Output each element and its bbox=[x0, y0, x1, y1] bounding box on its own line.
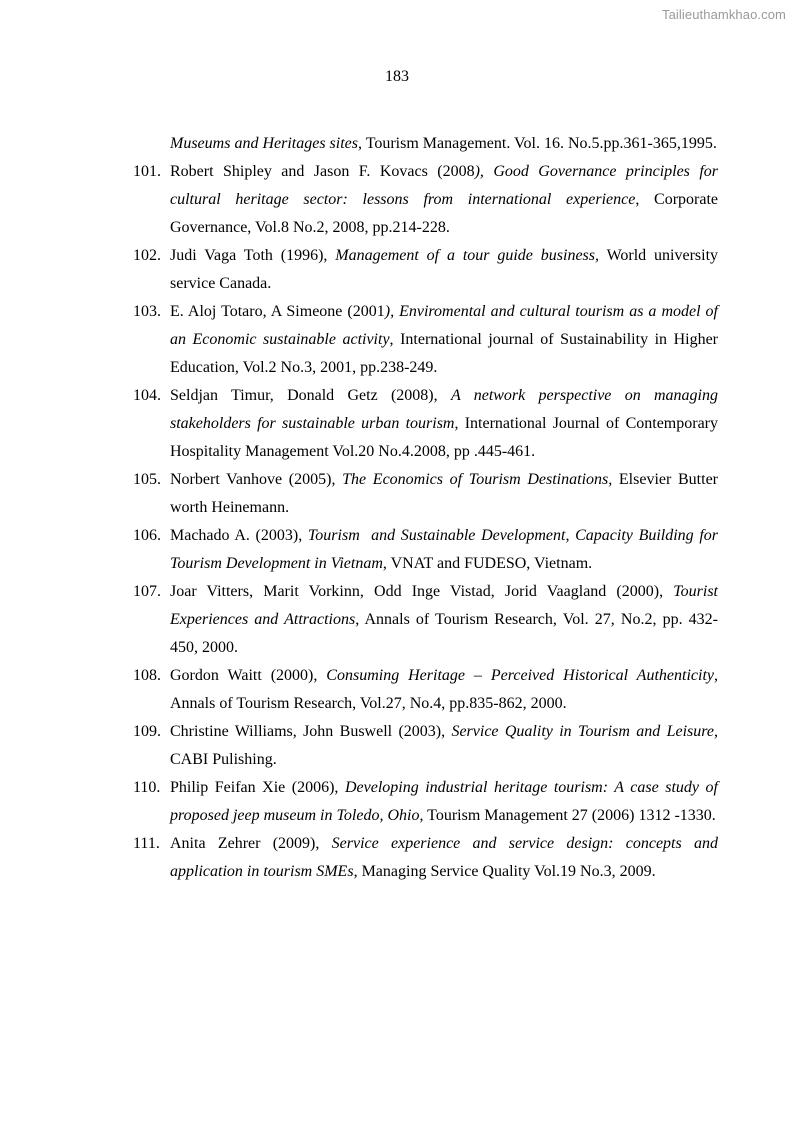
reference-title: Tourism and Sustainable Development, Capacity Building for Tourism Development in Vietnam bbox=[170, 527, 723, 572]
reference-item-107 bbox=[133, 578, 718, 662]
reference-title: Tourist Experiences and Attractions bbox=[170, 583, 718, 628]
reference-list bbox=[133, 130, 723, 886]
watermark: Tailieuthamkhao.com bbox=[661, 7, 786, 22]
reference-title: Service Quality in Tourism and Leisure bbox=[451, 723, 714, 740]
reference-continuation bbox=[133, 130, 718, 158]
reference-title: Service experience and service design: concepts and application in tourism SMEs bbox=[170, 835, 718, 880]
reference-details: , Tourism Management 27 (2006) 1312 -1330. bbox=[419, 807, 716, 824]
reference-authors: Philip Feifan Xie (2006), bbox=[170, 779, 345, 796]
reference-details: , CABI Pulishing. bbox=[170, 723, 718, 768]
reference-title: Management of a tour guide business, bbox=[335, 247, 599, 264]
reference-title: A network perspective on managing stakeholders for sustainable urban tourism bbox=[170, 387, 719, 432]
reference-item-110 bbox=[133, 774, 718, 830]
reference-number: 111. bbox=[133, 835, 160, 852]
reference-authors: Judi Vaga Toth (1996), bbox=[170, 247, 336, 264]
reference-authors: E. Aloj Totaro, A Simeone (2001 bbox=[170, 303, 385, 320]
reference-details: World university service Canada. bbox=[170, 247, 719, 292]
reference-title: ), Good Governance principles for cultural heritage sector: lessons from international experience bbox=[170, 163, 719, 208]
reference-number: 107. bbox=[133, 583, 161, 600]
reference-title: ), Enviromental and cultural tourism as a model of an Economic sustainable activity bbox=[170, 303, 719, 348]
reference-item-108 bbox=[133, 662, 718, 718]
reference-authors: Norbert Vanhove (2005), bbox=[170, 471, 343, 488]
reference-item-103 bbox=[133, 298, 718, 382]
reference-item-102 bbox=[133, 242, 718, 298]
reference-details: Elsevier Butter worth Heinemann. bbox=[170, 471, 718, 516]
reference-number: 101. bbox=[133, 163, 161, 180]
reference-item-101 bbox=[133, 158, 718, 242]
reference-number: 109. bbox=[133, 723, 161, 740]
reference-number: 103. bbox=[133, 303, 161, 320]
reference-details: , International Journal of Contemporary Hospitality Management Vol.20 No.4.2008, pp .445-461. bbox=[170, 415, 718, 460]
reference-title: Museums and Heritages sites bbox=[170, 135, 358, 152]
reference-authors: Robert Shipley and Jason F. Kovacs (2008 bbox=[170, 163, 475, 180]
reference-details: , VNAT and FUDESO, Vietnam. bbox=[382, 555, 593, 572]
reference-number: 106. bbox=[133, 527, 161, 544]
reference-authors: Christine Williams, John Buswell (2003), bbox=[170, 723, 452, 740]
reference-authors: Seldjan Timur, Donald Getz (2008), bbox=[170, 387, 451, 404]
reference-authors: Joar Vitters, Marit Vorkinn, Odd Inge Vistad, Jorid Vaagland (2000), bbox=[170, 583, 674, 600]
reference-title: The Economics of Tourism Destinations, bbox=[342, 471, 613, 488]
reference-details: , International journal of Sustainability in Higher Education, Vol.2 No.3, 2001, pp.238-249. bbox=[170, 331, 718, 376]
reference-number: 104. bbox=[133, 387, 161, 404]
reference-number: 110. bbox=[133, 779, 161, 796]
reference-details: , Annals of Tourism Research, Vol. 27, No.2, pp. 432-450, 2000. bbox=[170, 611, 719, 656]
page-number: 183 bbox=[385, 68, 409, 85]
reference-item-104 bbox=[133, 382, 718, 466]
reference-item-111 bbox=[133, 830, 718, 886]
reference-number: 105. bbox=[133, 471, 161, 488]
reference-title: Consuming Heritage – Perceived Historical Authenticity bbox=[326, 667, 714, 684]
reference-item-109 bbox=[133, 718, 718, 774]
reference-authors: Machado A. (2003), bbox=[170, 527, 308, 544]
reference-item-105 bbox=[133, 466, 718, 522]
reference-item-106 bbox=[133, 522, 723, 578]
reference-details: , Managing Service Quality Vol.19 No.3, 2009. bbox=[353, 863, 656, 880]
reference-number: 108. bbox=[133, 667, 161, 684]
reference-authors: Anita Zehrer (2009), bbox=[170, 835, 332, 852]
reference-number: 102. bbox=[133, 247, 161, 264]
reference-details: , Tourism Management. Vol. 16. No.5.pp.361-365,1995. bbox=[357, 135, 717, 152]
reference-title: Developing industrial heritage tourism: A case study of proposed jeep museum in Toledo, Ohio bbox=[170, 779, 719, 824]
reference-authors: Gordon Waitt (2000), bbox=[170, 667, 327, 684]
reference-details: , Annals of Tourism Research, Vol.27, No.4, pp.835-862, 2000. bbox=[170, 667, 718, 712]
reference-details: , Corporate Governance, Vol.8 No.2, 2008, pp.214-228. bbox=[170, 191, 719, 236]
